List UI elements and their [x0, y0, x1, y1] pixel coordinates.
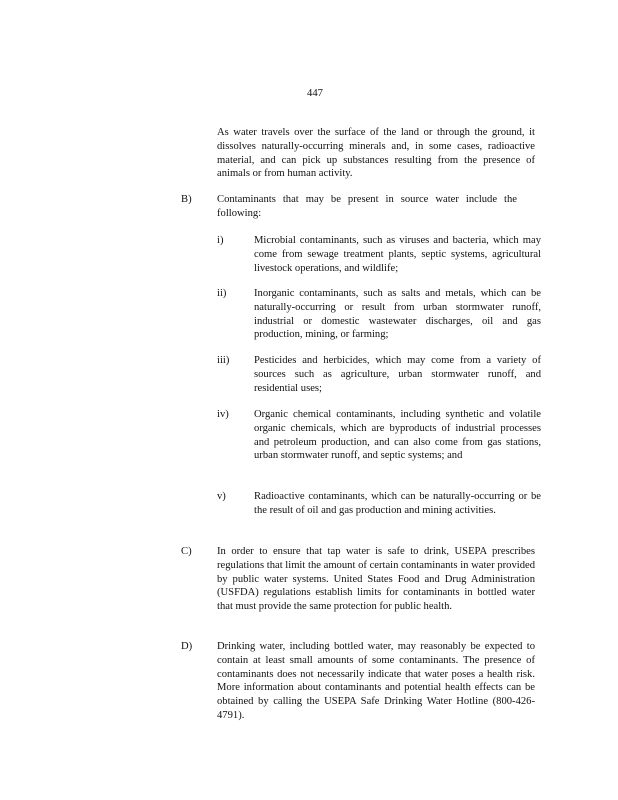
item-iii-text: Pesticides and herbicides, which may come from a variety of sources such as agriculture, urban stormwater runoff, and residential uses; [254, 355, 541, 394]
section-d-label: D) [181, 641, 193, 652]
item-ii-label: ii) [217, 288, 227, 299]
item-iii-label: iii) [217, 355, 230, 366]
page-number: 447 [307, 88, 323, 99]
item-i-text: Microbial contaminants, such as viruses and bacteria, which may come from sewage treatment plants, septic systems, agricultural livestock operations, and wildlife; [254, 235, 541, 274]
intro-text: As water travels over the surface of the land or through the ground, it dissolves naturally-occurring minerals and, in some cases, radioactive material, and can pick up substances resulting from the presence of animals or from human activity. [217, 127, 535, 180]
section-b-text: Contaminants that may be present in source water include the following: [217, 194, 517, 219]
item-iv-label: iv) [217, 409, 229, 420]
section-c-text: In order to ensure that tap water is safe to drink, USEPA prescribes regulations that limit the amount of certain contaminants in water provided by public water systems. United States Food and Drug Administration (USFDA) regulations establish limits for contaminants in bottled water that must provide the same protection for public health. [217, 546, 535, 613]
intro-paragraph [217, 126, 535, 181]
item-iv-text: Organic chemical contaminants, including synthetic and volatile organic chemicals, which are byproducts of industrial processes and petroleum production, and can also come from gas stations, urban stormwater runoff, and septic systems; and [254, 409, 541, 462]
item-v-label: v) [217, 491, 226, 502]
item-ii-text: Inorganic contaminants, such as salts and metals, which can be naturally-occurring or result from urban stormwater runoff, industrial or domestic wastewater discharges, oil and gas production, mining, or farming; [254, 288, 541, 341]
item-v-text: Radioactive contaminants, which can be naturally-occurring or be the result of oil and gas production and mining activities. [254, 491, 541, 516]
section-d-text: Drinking water, including bottled water, may reasonably be expected to contain at least small amounts of some contaminants. The presence of contaminants does not necessarily indicate that water poses a health risk. More information about contaminants and potential health effects can be obtained by calling the USEPA Safe Drinking Water Hotline (800-426-4791). [217, 641, 535, 721]
item-i-label: i) [217, 235, 224, 246]
section-b-label: B) [181, 194, 192, 205]
section-c-label: C) [181, 546, 192, 557]
